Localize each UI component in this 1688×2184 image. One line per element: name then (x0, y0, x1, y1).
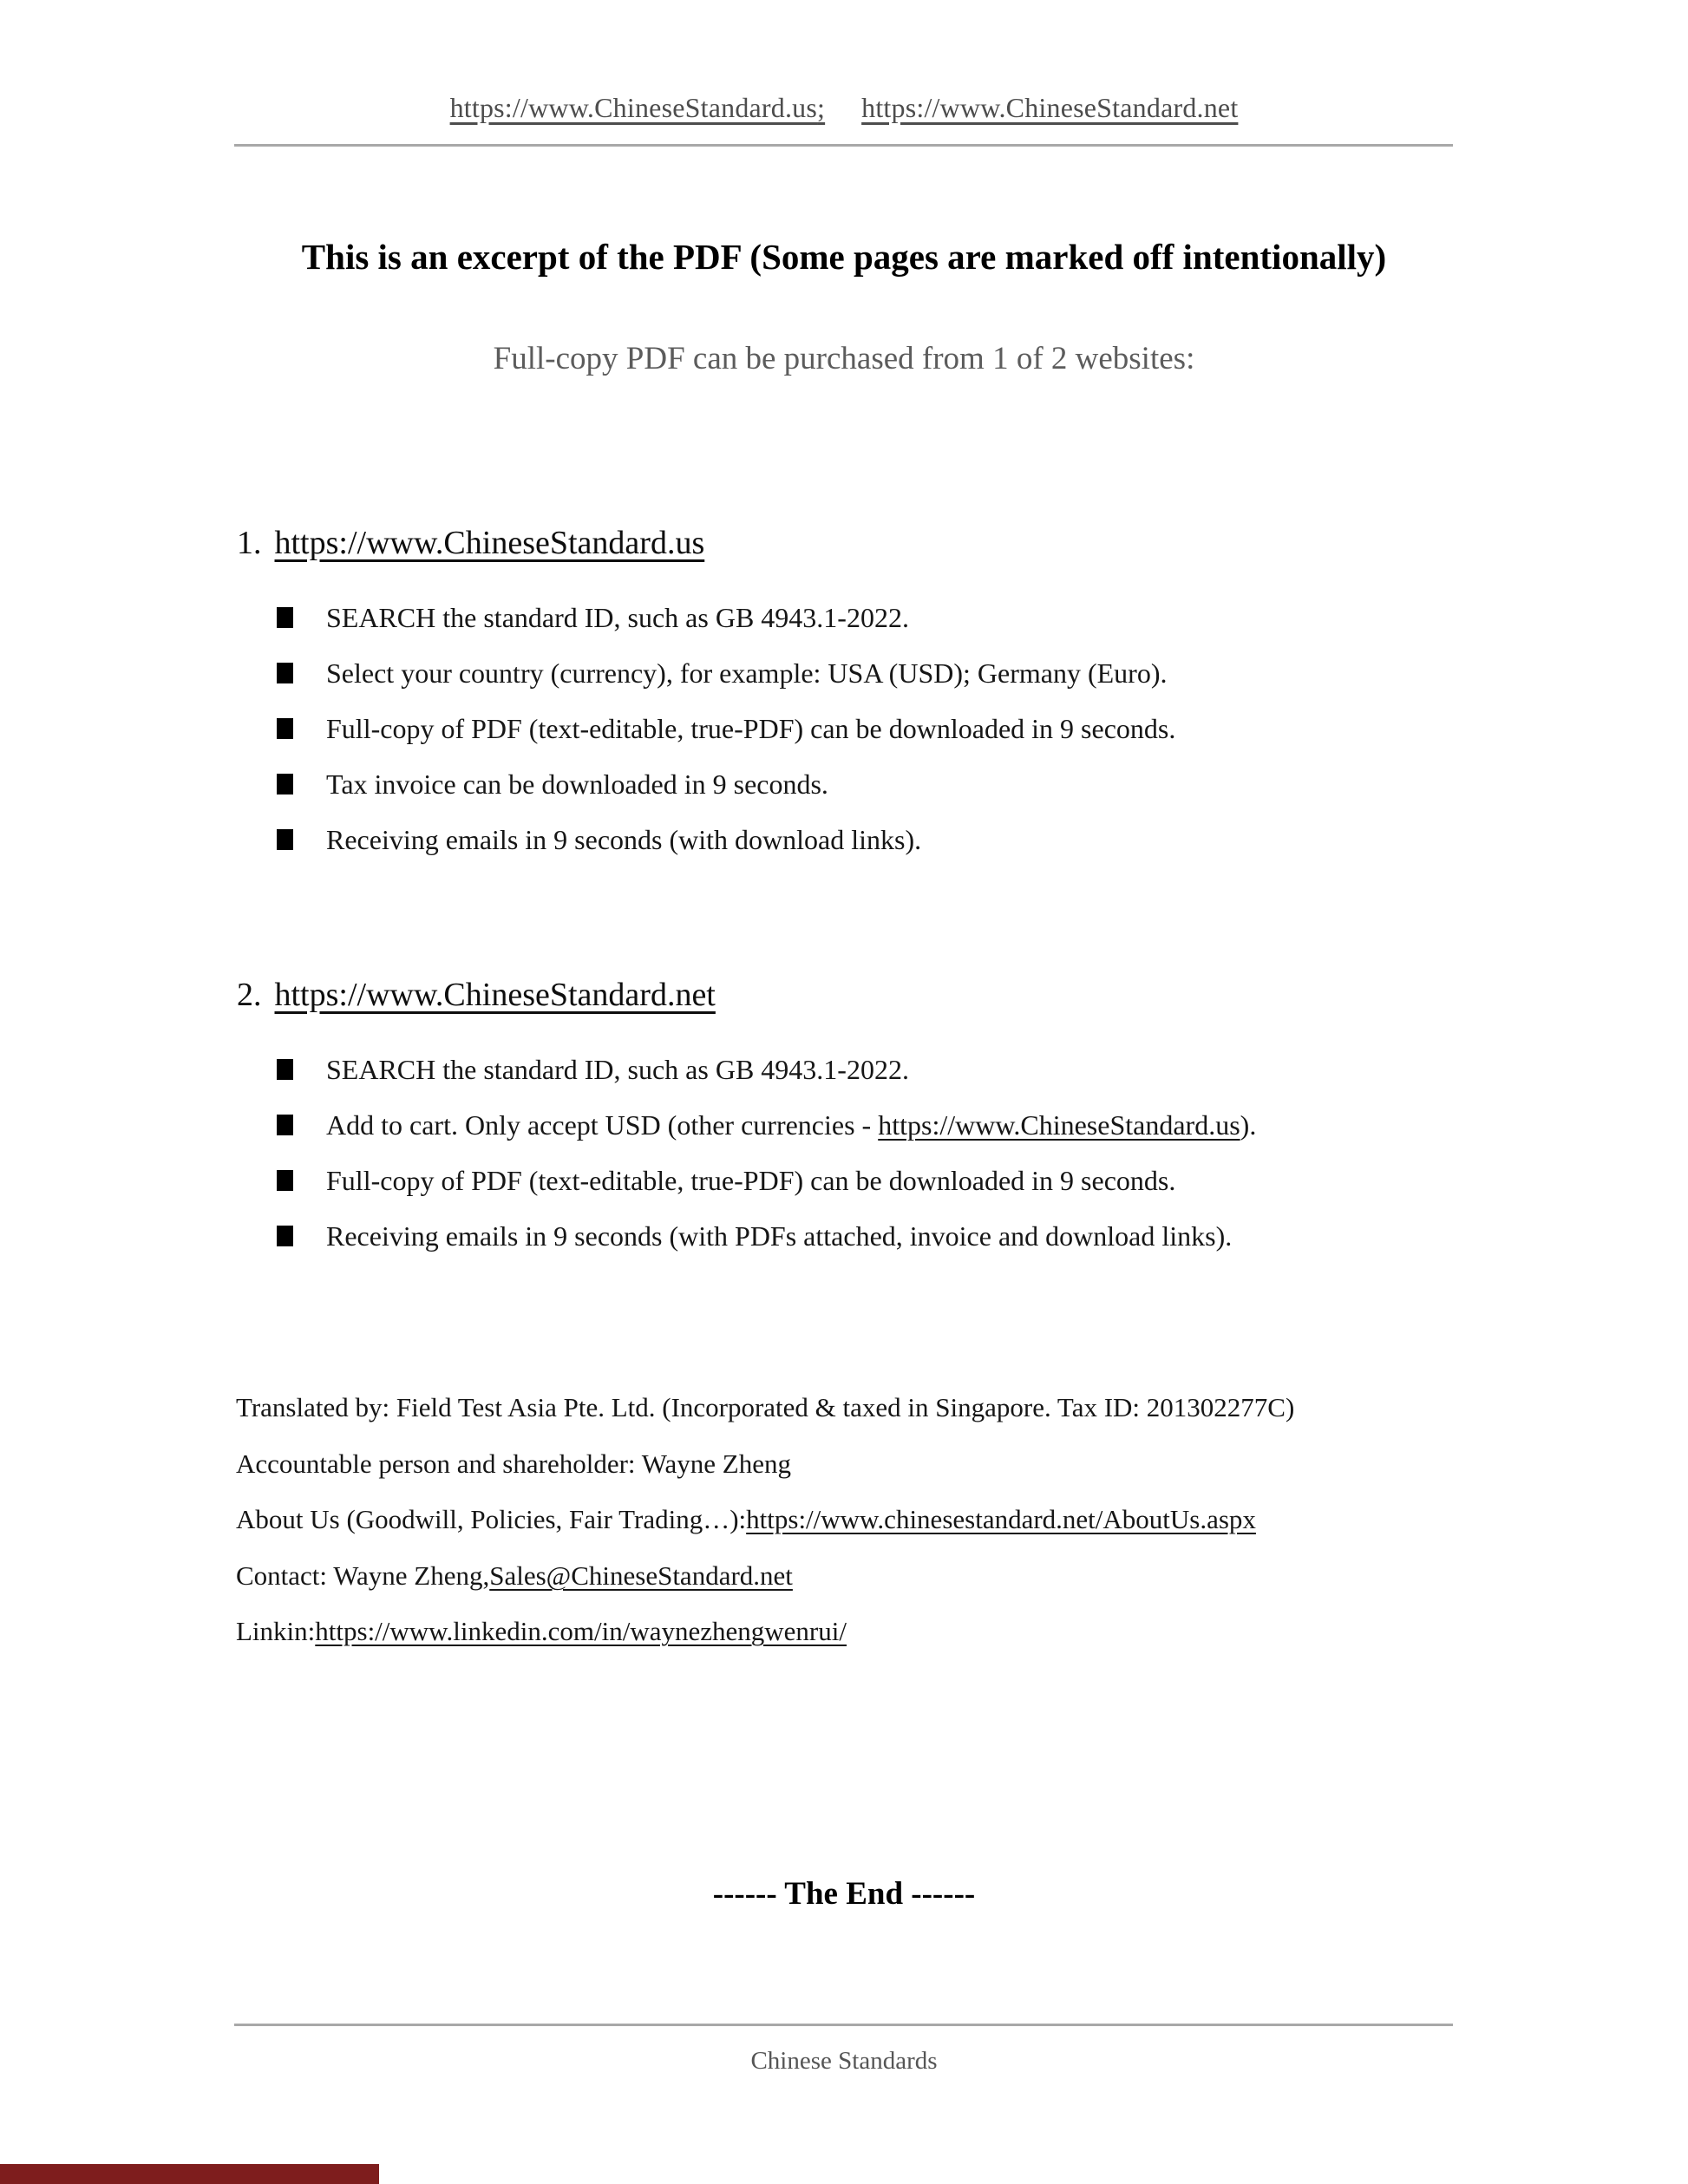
bullet-text-part: Full-copy of PDF (text-editable, true-PDF) can be downloaded in 9 seconds. (326, 712, 1176, 744)
end-marker: ------ The End ------ (712, 1876, 976, 1912)
bullet-square-icon (277, 829, 293, 850)
page-subtitle: Full-copy PDF can be purchased from 1 of 2 websites: (493, 341, 1195, 376)
info-line-about-us (236, 1492, 1294, 1548)
list-item (277, 701, 1175, 756)
bullet-text-part: Select your country (currency), for example: USA (USD); Germany (Euro). (326, 657, 1168, 689)
bullet-square-icon (277, 607, 293, 628)
bullet-text (326, 1054, 909, 1086)
bullet-text-part: Receiving emails in 9 seconds (with PDFs attached, invoice and download links). (326, 1220, 1233, 1252)
info-text-part: Translated by: Field Test Asia Pte. Ltd. (Incorporated & taxed in Singapore. Tax ID: 201302277C) (236, 1392, 1295, 1423)
bullet-text (326, 1165, 1175, 1197)
bullet-text (326, 713, 1175, 745)
list-item (277, 1208, 1256, 1264)
bullet-square-icon (277, 663, 293, 683)
bullet-text-part: Add to cart. Only accept USD (other currencies - (326, 1108, 879, 1141)
section-1-bullet-list (277, 590, 1175, 867)
page-title: This is an excerpt of the PDF (Some pages are marked off intentionally) (301, 237, 1387, 277)
bullet-text-part: Receiving emails in 9 seconds (with download links). (326, 823, 922, 855)
bullet-text (326, 1109, 1256, 1141)
info-text-part: About Us (Goodwill, Policies, Fair Trading…): (236, 1504, 747, 1535)
bullet-text (326, 657, 1167, 690)
inline-link[interactable]: https://www.ChineseStandard.us (878, 1108, 1240, 1141)
list-item (277, 812, 1175, 867)
section-1-number: 1. (237, 525, 262, 561)
bullet-square-icon (277, 1115, 293, 1135)
bullet-square-icon (277, 718, 293, 739)
bullet-text-part: Full-copy of PDF (text-editable, true-PDF) can be downloaded in 9 seconds. (326, 1164, 1176, 1196)
bullet-square-icon (277, 1226, 293, 1246)
list-item (277, 1153, 1256, 1208)
list-item (277, 590, 1175, 645)
bullet-text (326, 768, 828, 801)
info-line-contact (236, 1548, 1294, 1605)
linkedin-link[interactable]: https://www.linkedin.com/in/waynezhengwenrui/ (315, 1616, 847, 1647)
footer-divider (234, 2024, 1453, 2026)
bullet-text-part: ). (1240, 1108, 1257, 1141)
section-2-heading (237, 976, 716, 1014)
info-text-part: Linkin: (236, 1616, 316, 1647)
company-info-block (236, 1380, 1294, 1660)
bullet-text (326, 602, 909, 634)
info-text-part: Contact: Wayne Zheng, (236, 1560, 490, 1591)
header-separator: ; (817, 92, 826, 123)
bullet-square-icon (277, 774, 293, 794)
header-divider (234, 144, 1453, 147)
bullet-text-part: SEARCH the standard ID, such as GB 4943.1-2022. (326, 1053, 909, 1085)
section-1-heading (237, 524, 704, 562)
bullet-text-part: Tax invoice can be downloaded in 9 seconds. (326, 768, 828, 800)
list-item (277, 1042, 1256, 1097)
header-link-us[interactable]: https://www.ChineseStandard.us (449, 92, 818, 123)
section-2-link[interactable]: https://www.ChineseStandard.net (274, 977, 716, 1013)
section-2-bullet-list (277, 1042, 1256, 1264)
info-line-translated-by (236, 1380, 1294, 1436)
info-line-linkedin (236, 1604, 1294, 1660)
bullet-square-icon (277, 1170, 293, 1191)
list-item (277, 1097, 1256, 1153)
info-line-accountable-person (236, 1436, 1294, 1493)
bullet-text (326, 1220, 1232, 1252)
footer-label: Chinese Standards (750, 2047, 938, 2075)
section-2-number: 2. (237, 977, 262, 1013)
about-us-link[interactable]: https://www.chinesestandard.net/AboutUs.aspx (746, 1504, 1256, 1535)
bottom-accent-bar (0, 2164, 379, 2184)
section-1-link[interactable]: https://www.ChineseStandard.us (274, 525, 705, 561)
contact-email-link[interactable]: Sales@ChineseStandard.net (489, 1560, 793, 1591)
bullet-square-icon (277, 1059, 293, 1080)
bullet-text-part: SEARCH the standard ID, such as GB 4943.1-2022. (326, 601, 909, 633)
page-header (0, 92, 1688, 124)
list-item (277, 756, 1175, 812)
info-text-part: Accountable person and shareholder: Wayne Zheng (236, 1448, 791, 1479)
bullet-text (326, 824, 921, 856)
header-link-net[interactable]: https://www.ChineseStandard.net (861, 92, 1239, 123)
list-item (277, 645, 1175, 701)
